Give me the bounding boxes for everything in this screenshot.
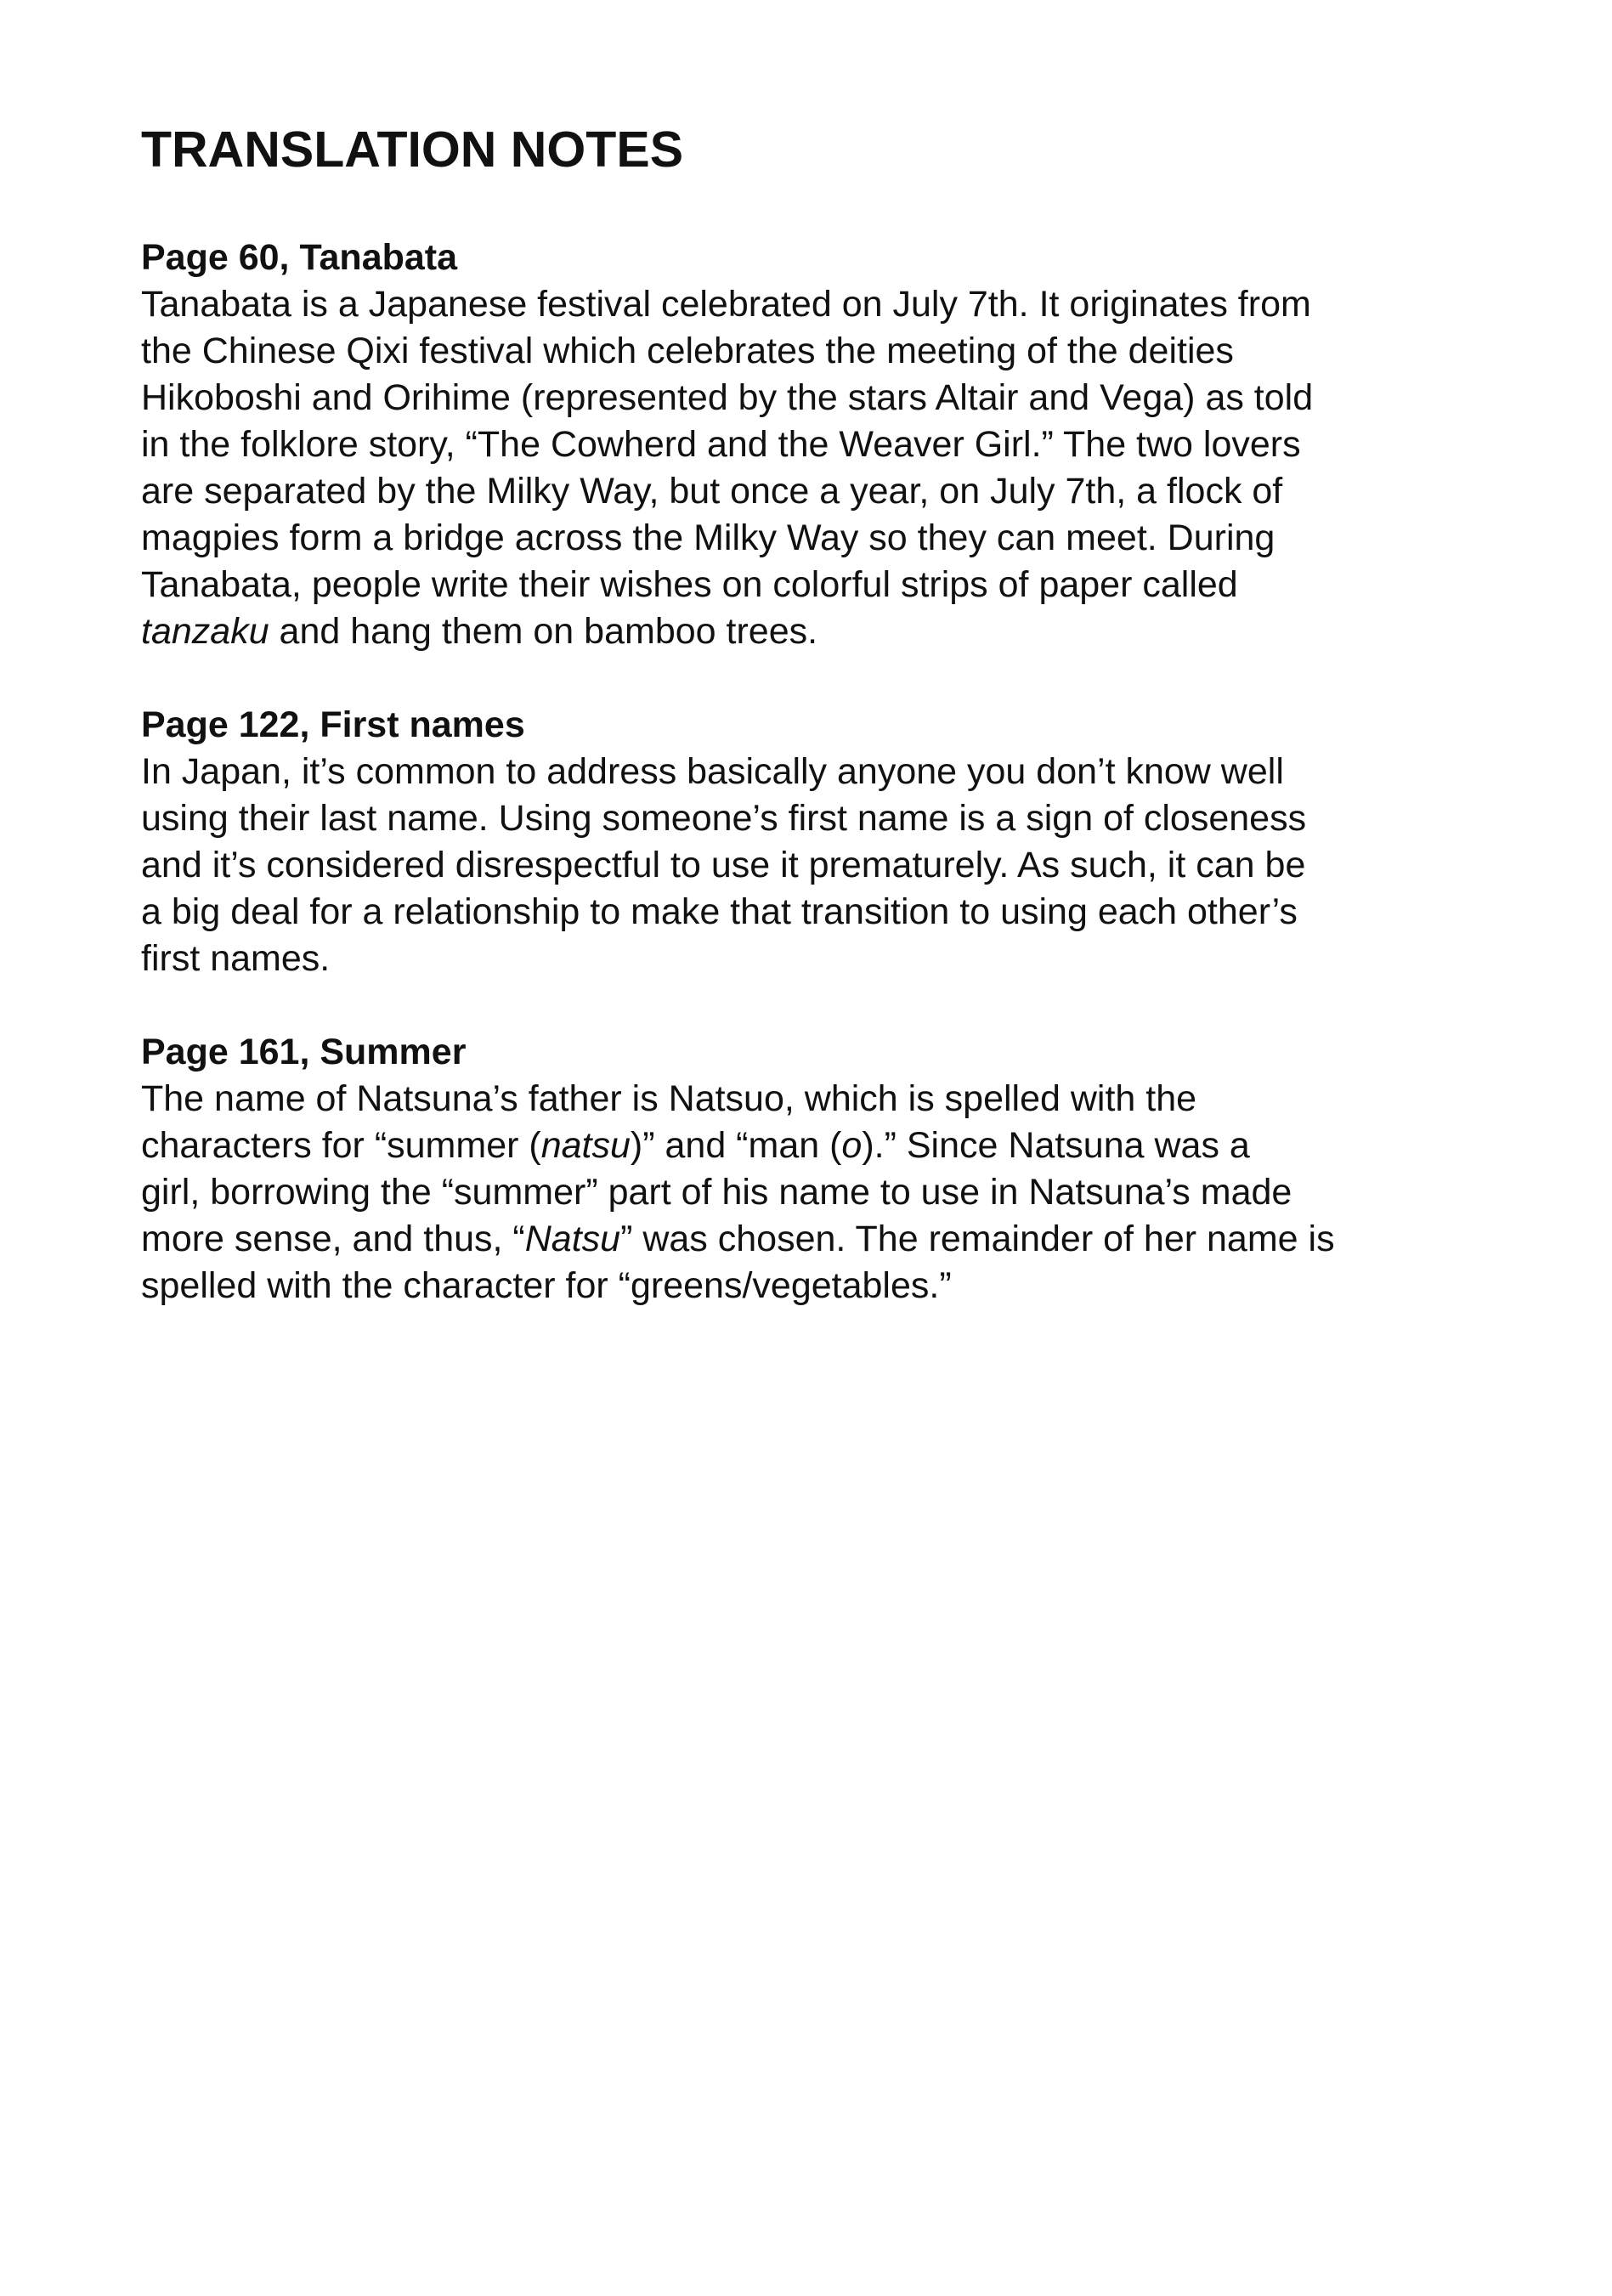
note-body xyxy=(141,281,1467,655)
body-line: The name of Natsuna’s father is Natsuo, which is spelled with the xyxy=(141,1078,1197,1119)
body-line: are separated by the Milky Way, but once a year, on July 7th, a flock of xyxy=(141,471,1283,512)
note-summer xyxy=(141,1029,1467,1309)
body-text: more sense, and thus, “ xyxy=(141,1219,525,1259)
body-text: )” and “man ( xyxy=(630,1125,842,1166)
note-heading: Page 60, Tanabata xyxy=(141,237,458,278)
note-heading: Page 122, First names xyxy=(141,704,525,745)
italic-term: natsu xyxy=(540,1125,631,1166)
body-line xyxy=(141,1123,1467,1169)
body-text: characters for “summer ( xyxy=(141,1125,541,1166)
body-line: spelled with the character for “greens/vegetables.” xyxy=(141,1265,952,1306)
italic-term: tanzaku xyxy=(141,611,269,652)
body-line: Tanabata is a Japanese festival celebrated on July 7th. It originates from xyxy=(141,284,1311,325)
note-body xyxy=(141,749,1467,982)
body-text: ).” Since Natsuna was a xyxy=(862,1125,1250,1166)
italic-term: Natsu xyxy=(524,1219,621,1259)
note-heading: Page 161, Summer xyxy=(141,1032,467,1072)
note-tanabata xyxy=(141,235,1467,655)
body-line: the Chinese Qixi festival which celebrates the meeting of the deities xyxy=(141,331,1234,371)
body-line: Tanabata, people write their wishes on colorful strips of paper called xyxy=(141,564,1238,605)
body-line: In Japan, it’s common to address basically anyone you don’t know well xyxy=(141,751,1284,792)
note-first-names xyxy=(141,702,1467,982)
italic-term: o xyxy=(841,1125,863,1166)
body-line: a big deal for a relationship to make that transition to using each other’s xyxy=(141,891,1298,932)
body-line xyxy=(141,1216,1467,1263)
body-text: and hang them on bamboo trees. xyxy=(269,611,818,652)
body-text: ” was chosen. The remainder of her name is xyxy=(620,1219,1335,1259)
body-line: in the folklore story, “The Cowherd and the Weaver Girl.” The two lovers xyxy=(141,424,1301,465)
body-line: and it’s considered disrespectful to use it prematurely. As such, it can be xyxy=(141,845,1306,885)
body-line: girl, borrowing the “summer” part of his name to use in Natsuna’s made xyxy=(141,1172,1292,1213)
body-line xyxy=(141,608,1467,655)
body-line: using their last name. Using someone’s first name is a sign of closeness xyxy=(141,798,1307,839)
body-line: magpies form a bridge across the Milky Way so they can meet. During xyxy=(141,517,1275,558)
translation-notes-page xyxy=(141,116,1467,1356)
page-title: TRANSLATION NOTES xyxy=(141,122,684,178)
body-line: first names. xyxy=(141,938,331,979)
body-line: Hikoboshi and Orihime (represented by the stars Altair and Vega) as told xyxy=(141,377,1314,418)
note-body xyxy=(141,1076,1467,1309)
